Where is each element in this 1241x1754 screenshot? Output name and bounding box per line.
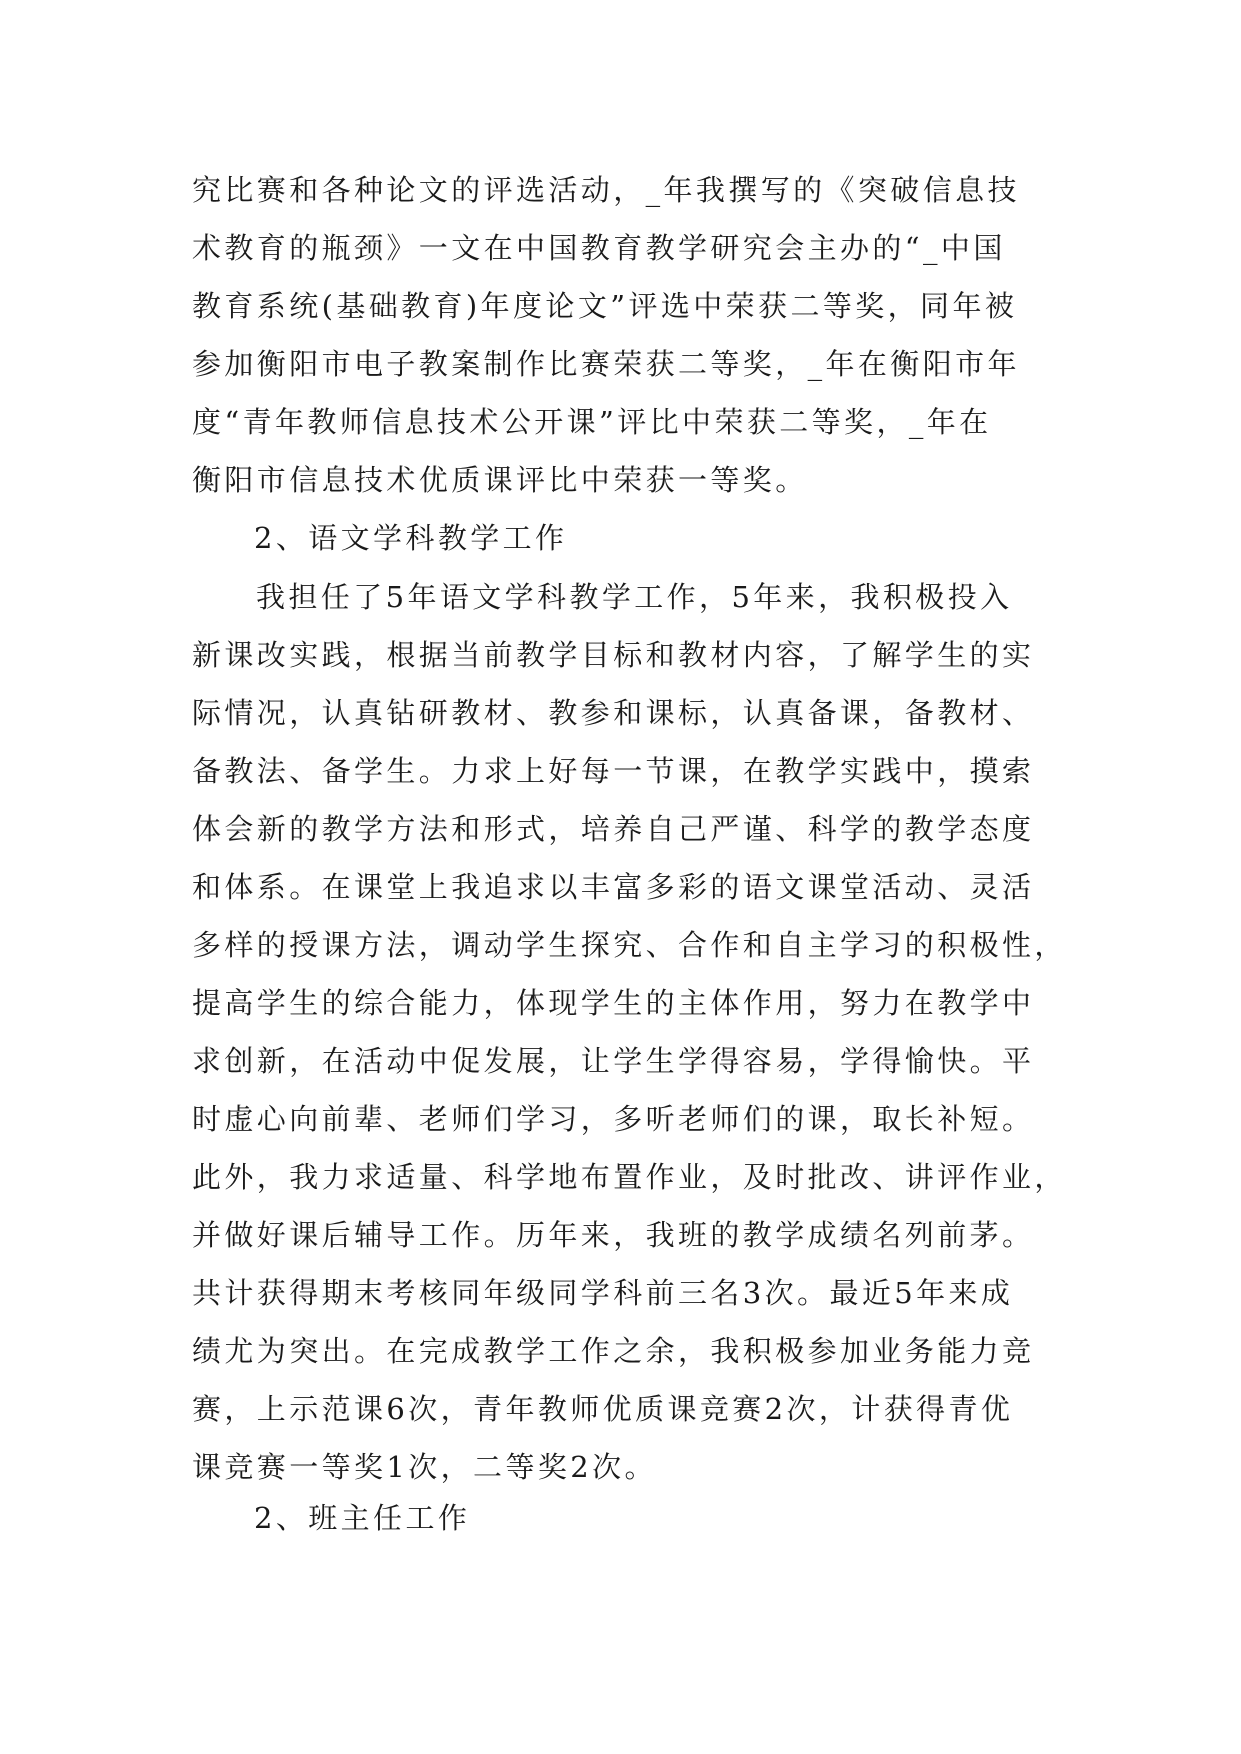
text-line: 我担任了5年语文学科教学工作，5年来，我积极投入 [256, 580, 1013, 614]
text-line: 衡阳市信息技术优质课评比中荣获一等奖。 [192, 463, 808, 497]
text-line: 绩尤为突出。在完成教学工作之余，我积极参加业务能力竞 [192, 1334, 1035, 1368]
text-line: 术教育的瓶颈》一文在中国教育教学研究会主办的“_中国 [192, 231, 1006, 265]
text-line: 新课改实践，根据当前教学目标和教材内容，了解学生的实 [192, 638, 1035, 672]
text-line: 体会新的教学方法和形式，培养自己严谨、科学的教学态度 [192, 812, 1035, 846]
text-line: 备教法、备学生。力求上好每一节课，在教学实践中，摸索 [192, 754, 1035, 788]
text-line: 际情况，认真钻研教材、教参和课标，认真备课，备教材、 [192, 696, 1035, 730]
paragraph-awards [192, 161, 1052, 509]
section-heading-chinese-teaching [254, 509, 1114, 567]
text-line: 求创新，在活动中促发展，让学生学得容易，学得愉快。平 [192, 1044, 1035, 1078]
paragraph-chinese-teaching [192, 568, 1067, 1496]
text-line: 提高学生的综合能力，体现学生的主体作用，努力在教学中 [192, 986, 1035, 1020]
section-heading-text: 2、语文学科教学工作 [254, 521, 568, 555]
text-line: 度“青年教师信息技术公开课”评比中荣获二等奖，_年在 [192, 405, 992, 439]
text-line: 时虚心向前辈、老师们学习，多听老师们的课，取长补短。 [192, 1102, 1035, 1136]
section-heading-text: 2、班主任工作 [254, 1501, 471, 1535]
text-line: 共计获得期末考核同年级同学科前三名3次。最近5年来成 [192, 1276, 1014, 1310]
text-line: 赛，上示范课6次，青年教师优质课竞赛2次，计获得青优 [192, 1392, 1014, 1426]
text-line: 此外，我力求适量、科学地布置作业，及时批改、讲评作业， [192, 1160, 1067, 1194]
text-line: 教育系统(基础教育)年度论文”评选中荣获二等奖，同年被 [192, 289, 1018, 323]
text-line: 究比赛和各种论文的评选活动，_年我撰写的《突破信息技 [192, 173, 1020, 207]
text-line: 课竞赛一等奖1次，二等奖2次。 [192, 1450, 657, 1484]
text-line: 参加衡阳市电子教案制作比赛荣获二等奖，_年在衡阳市年 [192, 347, 1020, 381]
section-heading-class-teacher [254, 1489, 1114, 1547]
text-line: 并做好课后辅导工作。历年来，我班的教学成绩名列前茅。 [192, 1218, 1035, 1252]
text-line: 多样的授课方法，调动学生探究、合作和自主学习的积极性， [192, 928, 1067, 962]
text-line: 和体系。在课堂上我追求以丰富多彩的语文课堂活动、灵活 [192, 870, 1035, 904]
